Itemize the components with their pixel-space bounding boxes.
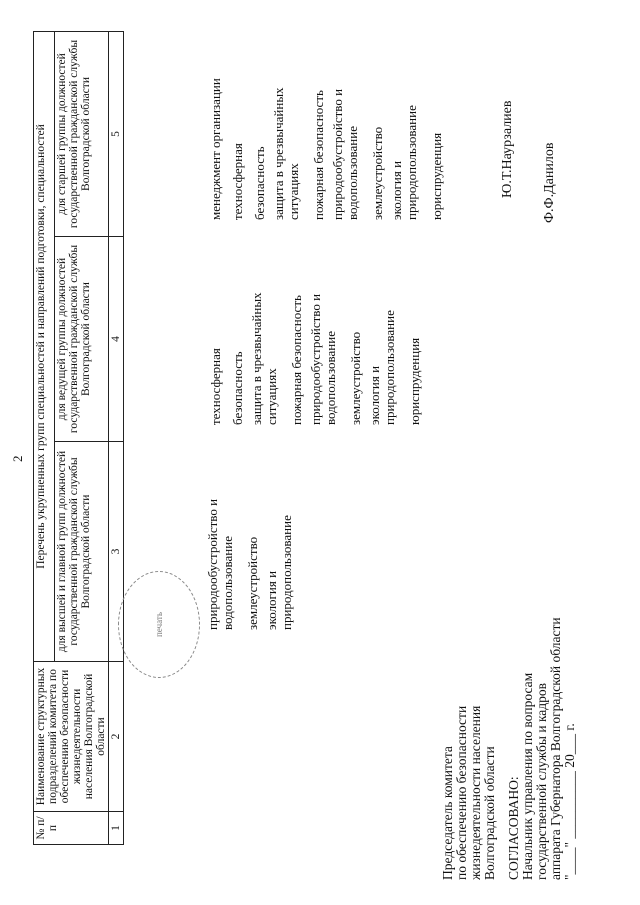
signature-line: государственной службы и кадров [534,682,549,880]
col-number: 3 [109,442,124,662]
signature-line: Волгоградской области [482,746,497,880]
signature-line: Председатель комитета [440,746,455,880]
column-4-list [205,275,426,425]
header-name: Наименование структурных подразделений комитета по обеспечению безопасности жизнедеятельности населения Волгоградской области [34,662,109,812]
header-num: № п/п [34,812,109,845]
col-number: 4 [109,237,124,442]
list-item: защита в чрезвычайных ситуациях [249,292,279,425]
chairman-name: Ю.Т.Наурзалиев [500,100,515,198]
list-item: природообустройство и водопользование [205,498,235,630]
column-5-list [205,70,448,220]
column-3-list [205,465,301,630]
list-item: техносферная безопасность [230,143,267,220]
header-lead: для ведущей группы должностей государственной гражданской службы Волгоградской области [54,237,108,442]
list-item: экология и природопользование [264,515,294,630]
header-senior: для старшей группы должностей государственной гражданской службы Волгоградской области [54,31,108,236]
specialties-table [33,31,124,845]
list-item: пожарная безопасность [289,295,304,425]
list-item: техносферная безопасность [208,348,245,425]
signature-line: СОГЛАСОВАНО: [506,776,521,880]
list-item: экология и природопользование [367,310,397,425]
list-item: пожарная безопасность [311,90,326,220]
signature-line: аппарата Губернатора Волгоградской области [548,617,563,880]
list-item: защита в чрезвычайных ситуациях [271,87,301,220]
signature-line: по обеспечению безопасности [454,705,469,880]
list-item: экология и природопользование [389,105,419,220]
approver-name: Ф.Ф.Данилов [542,142,557,223]
list-item: юриспруденция [429,132,444,220]
header-top: Перечень укрупненных групп специальностей и направлений подготовки, специальностей [34,31,55,661]
list-item: менеджмент организации [208,78,223,220]
list-item: землеустройство [245,536,260,630]
col-number: 5 [109,31,124,236]
signature-line: жизнедеятельности населения [468,705,483,880]
signature-line: Начальник управления по вопросам [520,672,535,880]
signature-block-chairman [441,706,497,880]
list-item: природообустройство и водопользование [308,293,338,425]
list-item: юриспруденция [407,337,422,425]
page-number: 2 [10,455,25,462]
list-item: землеустройство [348,331,363,425]
col-number: 1 [109,812,124,845]
date-line: "____" __________ 20___ г. [562,723,577,880]
header-high: для высшей и главной групп должностей государственной гражданской службы Волгоградской области [54,442,108,662]
official-stamp: печать [118,571,200,678]
col-number: 2 [109,662,124,812]
list-item: землеустройство [370,126,385,220]
signature-block-approval [507,617,577,880]
list-item: природообустройство и водопользование [330,88,360,220]
